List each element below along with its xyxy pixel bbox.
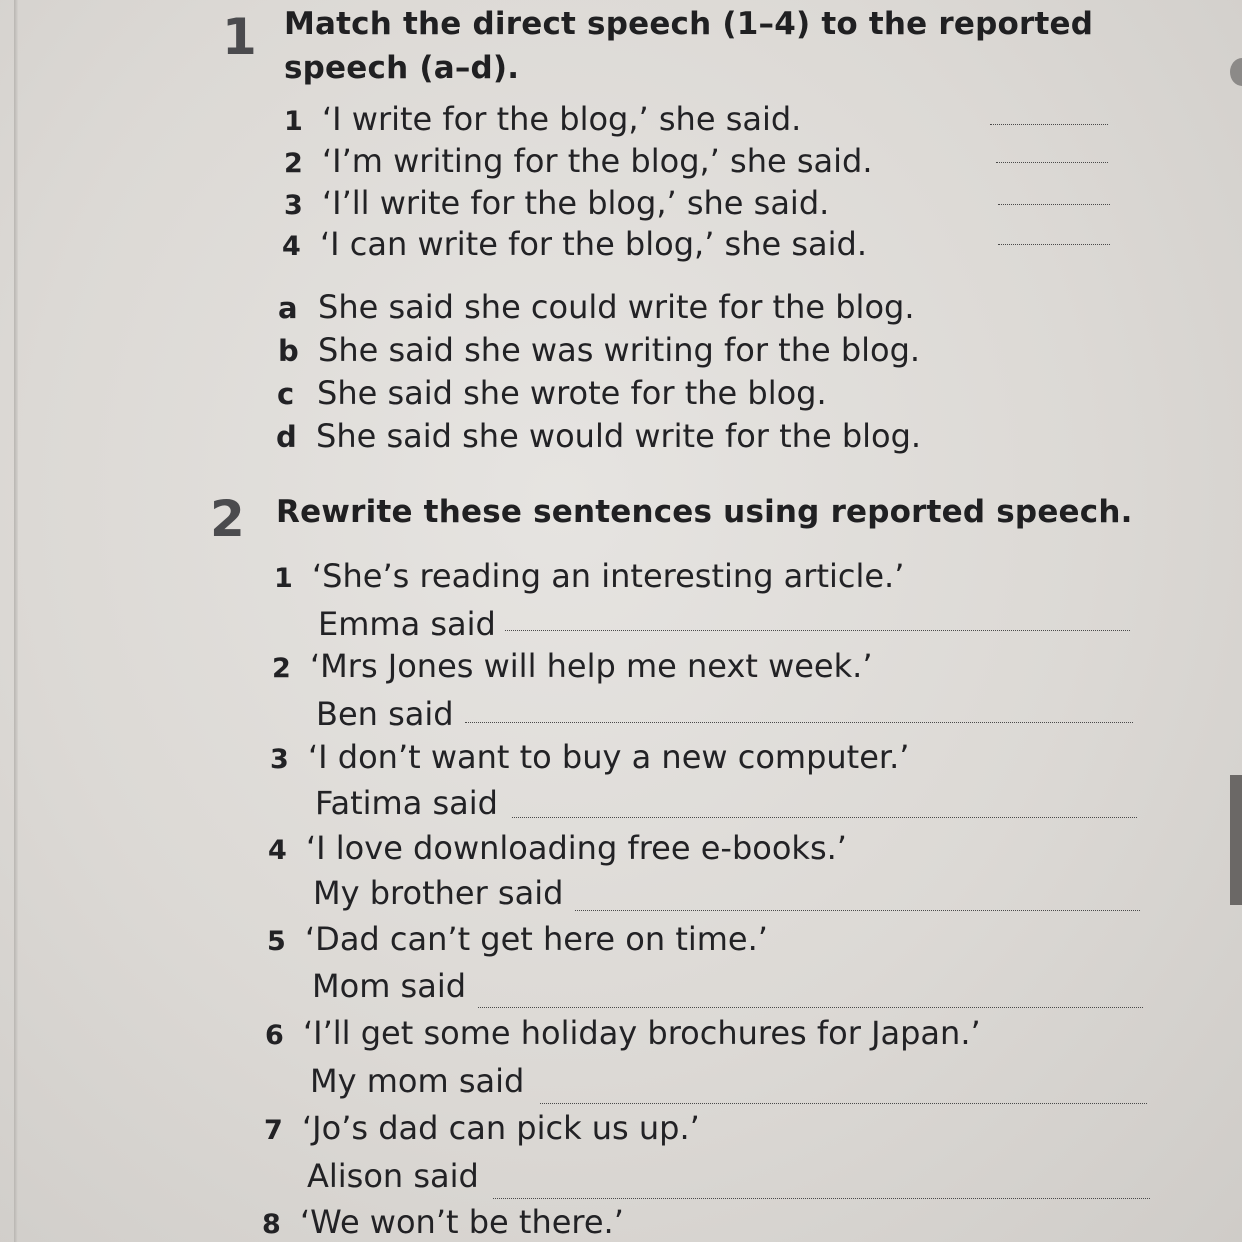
match-answer-blank-2[interactable]: [996, 162, 1108, 163]
page-tab: [1230, 775, 1242, 905]
rewrite-item-6: [265, 1014, 981, 1052]
option-letter: b: [278, 334, 299, 368]
option-c: [277, 374, 827, 412]
match-item-3: [284, 184, 829, 222]
exercise-2-number: 2: [210, 490, 245, 548]
exercise-1-instruction-line2: speech (a–d).: [284, 50, 520, 86]
rewrite-item-number: 1: [274, 563, 293, 594]
rewrite-quote: ‘She’s reading an interesting article.’: [312, 557, 905, 595]
rewrite-prompt-6: My mom said: [310, 1062, 525, 1100]
rewrite-quote: ‘I don’t want to buy a new computer.’: [308, 738, 910, 776]
rewrite-item-number: 6: [265, 1020, 284, 1051]
rewrite-item-number: 3: [270, 744, 289, 775]
match-item-number: 4: [282, 231, 301, 262]
match-answer-blank-4[interactable]: [998, 244, 1110, 245]
rewrite-answer-line-2[interactable]: [465, 722, 1133, 723]
match-item-number: 2: [284, 148, 303, 179]
option-d: [276, 417, 921, 455]
rewrite-prompt-3: Fatima said: [315, 784, 498, 822]
match-answer-blank-1[interactable]: [990, 124, 1108, 125]
rewrite-prompt-1: Emma said: [318, 605, 496, 643]
rewrite-item-number: 2: [272, 653, 291, 684]
rewrite-item-5: [267, 920, 768, 958]
rewrite-prompt-7: Alison said: [307, 1157, 479, 1195]
option-text: She said she would write for the blog.: [316, 417, 922, 455]
option-letter: a: [278, 291, 298, 325]
match-item-text: ‘I can write for the blog,’ she said.: [320, 225, 867, 263]
option-text: She said she could write for the blog.: [318, 288, 915, 326]
option-letter: d: [276, 420, 297, 454]
exercise-2-instruction: [276, 490, 1133, 534]
match-item-text: ‘I write for the blog,’ she said.: [322, 100, 802, 138]
exercise-1-instruction: [284, 2, 1093, 90]
rewrite-answer-line-6[interactable]: [540, 1103, 1147, 1104]
exercise-2-instruction-line: Rewrite these sentences using reported speech.: [276, 494, 1133, 530]
match-item-text: ‘I’m writing for the blog,’ she said.: [322, 142, 873, 180]
rewrite-item-4: [268, 829, 847, 867]
rewrite-item-7: [264, 1109, 700, 1147]
rewrite-item-8: [262, 1203, 624, 1241]
match-item-2: [284, 142, 872, 180]
match-item-number: 3: [284, 190, 303, 221]
exercise-1-number: 1: [222, 8, 257, 66]
option-a: [278, 288, 915, 326]
rewrite-answer-line-5[interactable]: [478, 1007, 1143, 1008]
rewrite-item-number: 7: [264, 1115, 283, 1146]
option-b: [278, 331, 920, 369]
exercise-1-instruction-line1: Match the direct speech (1–4) to the reported: [284, 6, 1094, 42]
rewrite-quote: ‘I love downloading free e-books.’: [306, 829, 847, 867]
rewrite-quote: ‘Dad can’t get here on time.’: [305, 920, 768, 958]
rewrite-answer-line-7[interactable]: [493, 1198, 1150, 1199]
option-text: She said she wrote for the blog.: [317, 374, 827, 412]
rewrite-quote: ‘We won’t be there.’: [300, 1203, 624, 1241]
rewrite-item-number: 4: [268, 835, 287, 866]
rewrite-answer-line-1[interactable]: [505, 630, 1130, 631]
rewrite-item-number: 5: [267, 926, 286, 957]
rewrite-answer-line-4[interactable]: [575, 910, 1140, 911]
rewrite-item-2: [272, 647, 872, 685]
rewrite-item-1: [274, 557, 904, 595]
rewrite-quote: ‘Jo’s dad can pick us up.’: [302, 1109, 700, 1147]
rewrite-quote: ‘Mrs Jones will help me next week.’: [310, 647, 873, 685]
rewrite-prompt-5: Mom said: [312, 967, 467, 1005]
option-text: She said she was writing for the blog.: [318, 331, 921, 369]
match-item-4: [282, 225, 867, 263]
rewrite-prompt-4: My brother said: [313, 874, 564, 912]
match-answer-blank-3[interactable]: [998, 204, 1110, 205]
rewrite-answer-line-3[interactable]: [512, 817, 1137, 818]
page-edge: [14, 0, 18, 1242]
match-item-text: ‘I’ll write for the blog,’ she said.: [322, 184, 830, 222]
rewrite-item-3: [270, 738, 909, 776]
match-item-1: [284, 100, 801, 138]
match-item-number: 1: [284, 106, 303, 137]
rewrite-item-number: 8: [262, 1209, 281, 1240]
rewrite-quote: ‘I’ll get some holiday brochures for Japan.’: [303, 1014, 981, 1052]
rewrite-prompt-2: Ben said: [316, 695, 454, 733]
option-letter: c: [277, 377, 295, 411]
